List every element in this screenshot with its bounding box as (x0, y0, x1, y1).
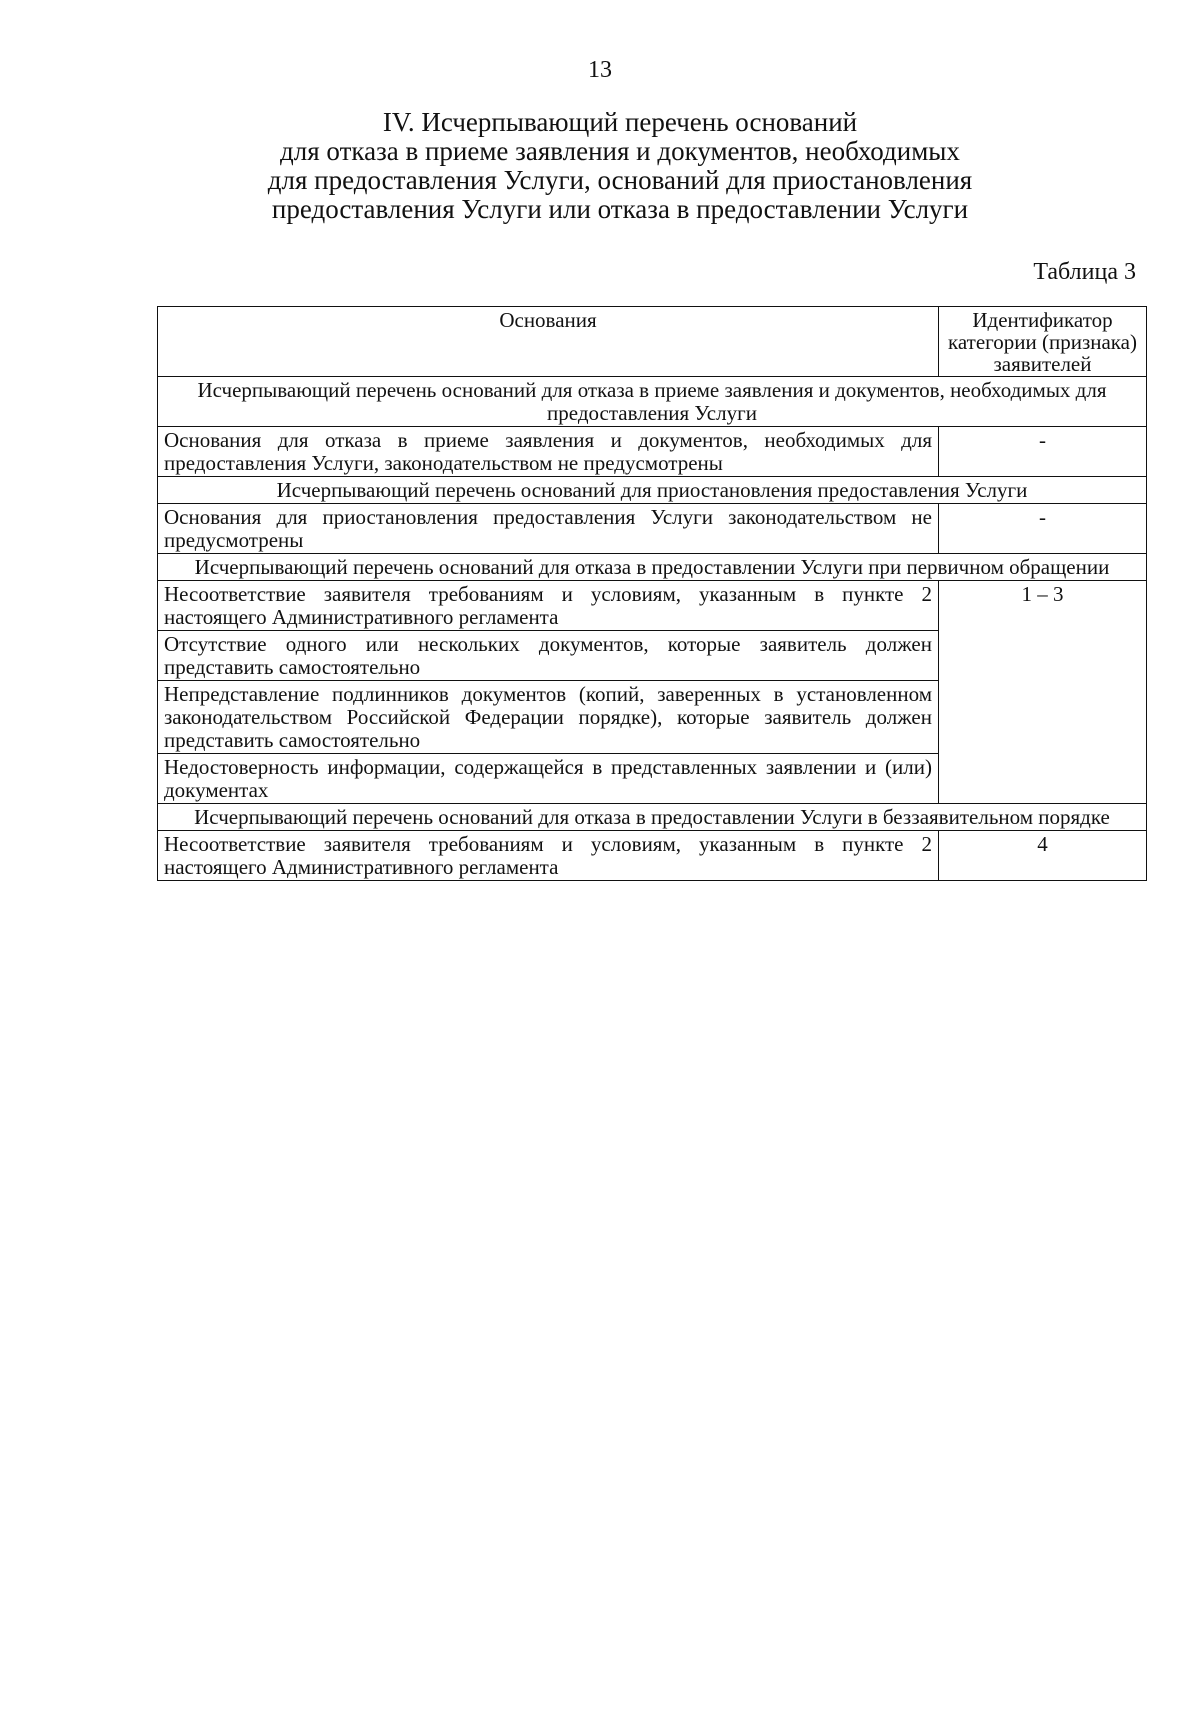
table-row (158, 831, 1147, 881)
section-title-line: для отказа в приеме заявления и документов, необходимых (280, 136, 960, 166)
group-heading-row (158, 554, 1147, 581)
grounds-table (157, 306, 1147, 881)
ground-text: Основания для отказа в приеме заявления и документов, необходимых для предоставления Услуги, законодательством не предусмотрены (158, 427, 939, 477)
group-heading: Исчерпывающий перечень оснований для отказа в предоставлении Услуги при первичном обращении (158, 554, 1147, 581)
ground-text: Непредставление подлинников документов (копий, заверенных в установленном законодательством Российской Федерации порядке), которые заявитель должен представить самостоятельно (158, 681, 939, 754)
ground-text: Несоответствие заявителя требованиям и условиям, указанным в пункте 2 настоящего Административного регламента (158, 581, 939, 631)
ground-text: Недостоверность информации, содержащейся в представленных заявлении и (или) документах (158, 754, 939, 804)
ground-text: Отсутствие одного или нескольких документов, которые заявитель должен представить самостоятельно (158, 631, 939, 681)
section-title-line: IV. Исчерпывающий перечень оснований (382, 107, 858, 137)
group-heading: Исчерпывающий перечень оснований для приостановления предоставления Услуги (158, 477, 1147, 504)
page-number: 13 (588, 57, 612, 83)
ground-text: Основания для приостановления предоставления Услуги законодательством не предусмотрены (158, 504, 939, 554)
identifier-cell: - (939, 427, 1147, 477)
group-heading: Исчерпывающий перечень оснований для отказа в приеме заявления и документов, необходимых для предоставления Услуги (158, 377, 1147, 427)
table-row (158, 504, 1147, 554)
identifier-cell: 1 – 3 (939, 581, 1147, 804)
group-heading-row (158, 377, 1147, 427)
table-caption: Таблица 3 (1033, 259, 1136, 285)
column-header-identifier: Идентификатор категории (признака) заявителей (939, 307, 1147, 377)
identifier-cell: 4 (939, 831, 1147, 881)
section-title (160, 108, 1080, 224)
group-heading: Исчерпывающий перечень оснований для отказа в предоставлении Услуги в беззаявительном порядке (158, 804, 1147, 831)
group-heading-row (158, 477, 1147, 504)
group-heading-row (158, 804, 1147, 831)
table-row (158, 427, 1147, 477)
section-title-line: для предоставления Услуги, оснований для приостановления (267, 165, 973, 195)
table-header-row (158, 307, 1147, 377)
section-title-line: предоставления Услуги или отказа в предоставлении Услуги (271, 194, 969, 224)
ground-text: Несоответствие заявителя требованиям и условиям, указанным в пункте 2 настоящего Административного регламента (158, 831, 939, 881)
identifier-cell: - (939, 504, 1147, 554)
table-row (158, 581, 1147, 631)
column-header-grounds: Основания (158, 307, 939, 377)
